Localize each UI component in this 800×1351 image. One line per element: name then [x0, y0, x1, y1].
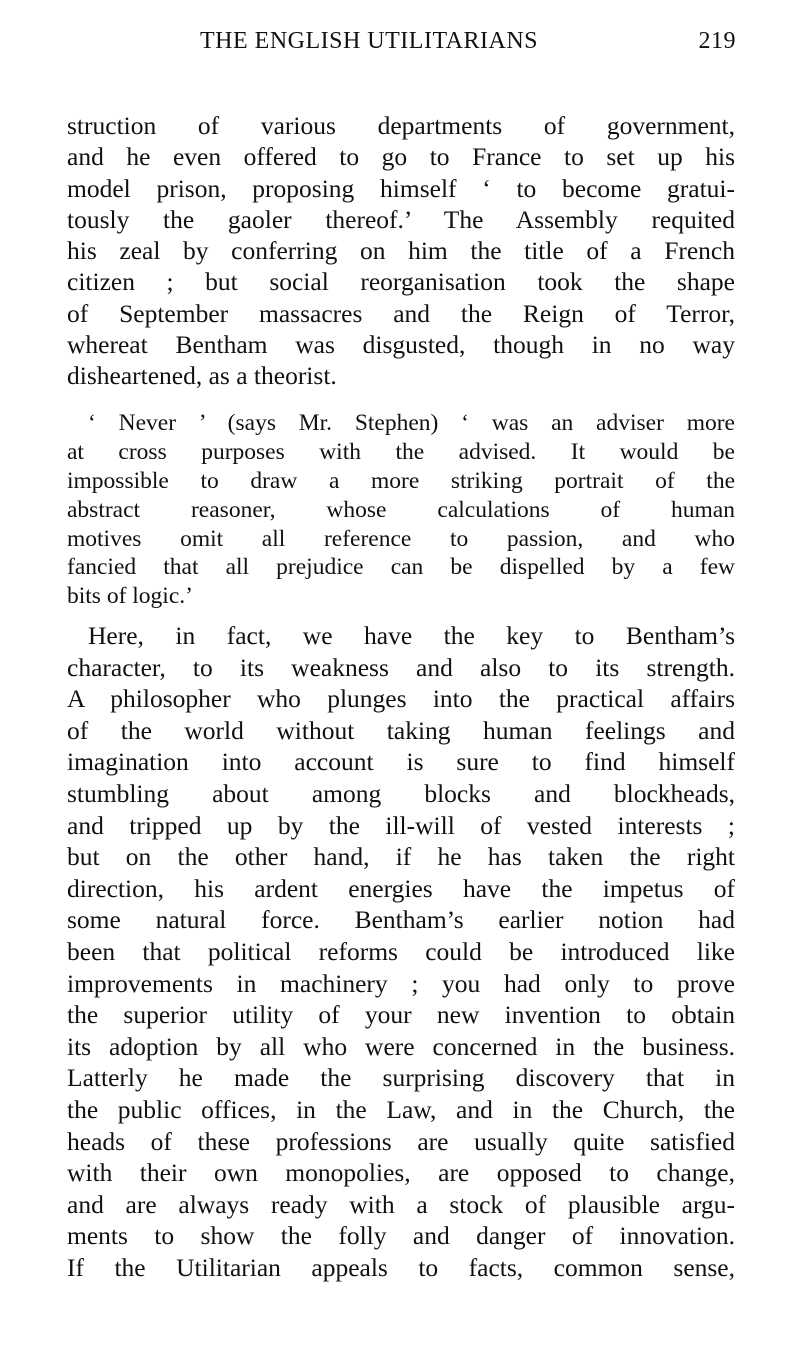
text-line: disheartened, as a theorist. [67, 361, 337, 391]
text-line: If the Utilitarian appeals to facts, common sense, [67, 1252, 735, 1282]
text-line: citizen ; but social reorganisation took the shape [67, 267, 735, 297]
text-line: the public offices, in the Law, and in the Church, the [67, 1094, 735, 1124]
paragraph-bentham-character [67, 620, 735, 1283]
text-line: of the world without taking human feelings and [67, 715, 735, 745]
text-line: heads of these professions are usually quite satisfied [67, 1126, 735, 1156]
paragraph-continuation [67, 110, 735, 392]
text-line: direction, his ardent energies have the impetus of [67, 873, 735, 903]
text-line: impossible to draw a more striking portrait of the [67, 467, 735, 494]
page-number: 219 [698, 28, 736, 54]
text-line: struction of various departments of government, [67, 111, 735, 140]
text-line: and tripped up by the ill-will of vested interests ; [67, 810, 735, 840]
text-line: Latterly he made the surprising discovery that in [67, 1063, 735, 1093]
paragraph-quotation [67, 409, 735, 611]
text-line: whereat Bentham was disgusted, though in no way [67, 330, 735, 360]
text-line: model prison, proposing himself ‘ to become gratui- [67, 173, 735, 203]
text-line: tously the gaoler thereof.’ The Assembly requited [67, 204, 735, 234]
running-header [200, 28, 736, 62]
text-line: of September massacres and the Reign of Terror, [67, 298, 735, 328]
text-line: fancied that all prejudice can be dispelled by a few [67, 554, 735, 581]
text-line: but on the other hand, if he has taken the right [67, 842, 735, 872]
text-line: Here, in fact, we have the key to Bentham’s [88, 621, 735, 650]
text-line: motives omit all reference to passion, and who [67, 525, 735, 552]
text-line: and he even offered to go to France to set up his [67, 142, 735, 172]
text-line: A philosopher who plunges into the practical affairs [67, 684, 735, 714]
text-line: some natural force. Bentham’s earlier notion had [67, 905, 735, 935]
running-title: THE ENGLISH UTILITARIANS [200, 28, 539, 54]
text-line: and are always ready with a stock of plausible argu- [67, 1189, 735, 1219]
text-line: ments to show the folly and danger of innovation. [67, 1221, 735, 1251]
text-line: with their own monopolies, are opposed to change, [67, 1158, 735, 1188]
text-line: its adoption by all who were concerned in the business. [67, 1031, 735, 1061]
text-line: improvements in machinery ; you had only to prove [67, 968, 735, 998]
text-line: bits of logic.’ [67, 583, 193, 610]
text-line: at cross purposes with the advised. It would be [67, 438, 735, 465]
text-line: ‘ Never ’ (says Mr. Stephen) ‘ was an adviser more [88, 410, 735, 436]
text-line: character, to its weakness and also to its strength. [67, 652, 735, 682]
text-line: abstract reasoner, whose calculations of human [67, 496, 735, 523]
text-line: been that political reforms could be introduced like [67, 936, 735, 966]
text-line: his zeal by conferring on him the title of a French [67, 236, 735, 266]
text-line: the superior utility of your new invention to obtain [67, 1000, 735, 1030]
text-line: imagination into account is sure to find himself [67, 747, 735, 777]
text-line: stumbling about among blocks and blockheads, [67, 778, 735, 808]
